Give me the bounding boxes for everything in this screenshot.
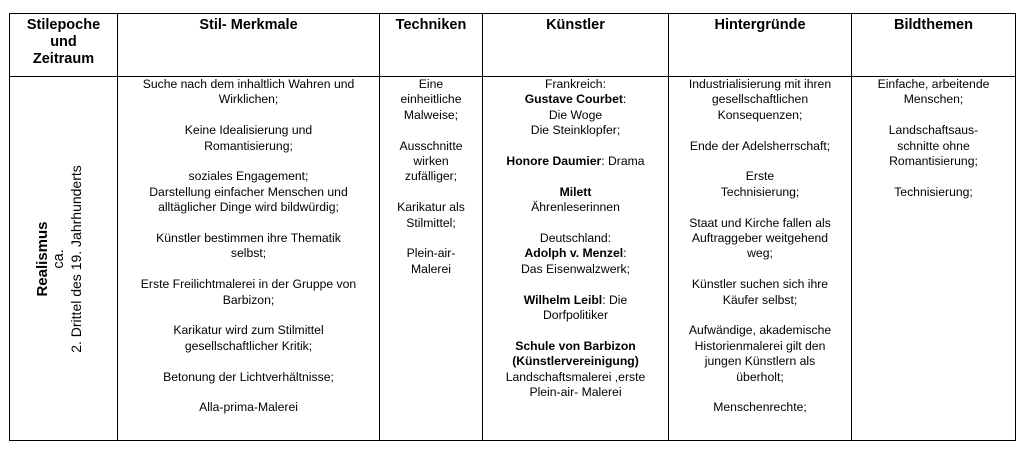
bildthemen-item — [852, 185, 1015, 200]
artwork: : Die — [602, 292, 628, 307]
hintergruende-line: überholt; — [736, 369, 784, 384]
bildthemen-line: Romantisierung; — [889, 154, 978, 169]
hintergruende-item — [669, 216, 851, 262]
header-merkmale: Stil- Merkmale — [118, 14, 380, 77]
epoch-ca: ca. — [50, 248, 67, 269]
merkmale-line: Betonung der Lichtverhältnisse; — [163, 369, 334, 384]
country-label: Frankreich: — [545, 77, 606, 91]
kuenstler-frankreich — [483, 77, 668, 139]
epoch-name: Realismus — [33, 220, 51, 297]
hintergruende-line: gesellschaftlichen — [711, 92, 809, 107]
hintergruende-item — [669, 277, 851, 308]
artist-name: Wilhelm Leibl — [523, 292, 603, 307]
artist-menzel — [483, 246, 668, 261]
artwork: Dorfpolitiker — [542, 308, 609, 323]
bildthemen-list — [852, 77, 1015, 200]
merkmale-line: Keine Idealisierung und — [184, 123, 313, 138]
bildthemen-line: Menschen; — [903, 92, 964, 107]
merkmale-line: Darstellung einfacher Menschen und — [149, 184, 348, 199]
merkmale-item — [118, 231, 379, 262]
hintergruende-line: Menschenrechte; — [713, 400, 807, 415]
header-row — [10, 14, 1016, 77]
header-stilepoche-line3: Zeitraum — [32, 51, 95, 67]
merkmale-item — [118, 323, 379, 354]
techniken-line: wirken — [413, 154, 449, 169]
header-bildthemen: Bildthemen — [852, 14, 1016, 77]
hintergruende-line: Konsequenzen; — [717, 107, 803, 122]
techniken-item — [380, 139, 482, 185]
techniken-list — [380, 77, 482, 277]
merkmale-item — [118, 77, 379, 108]
artist-colon: : — [623, 246, 627, 261]
hintergruende-line: Künstler suchen sich ihre — [691, 277, 829, 292]
hintergruende-line: Industrialisierung mit ihren — [688, 77, 832, 91]
hintergruende-line: Technisierung; — [720, 184, 800, 199]
country-label: Deutschland: — [539, 231, 612, 246]
merkmale-line: Karikatur wird zum Stilmittel — [173, 323, 324, 338]
merkmale-cell — [118, 77, 380, 441]
merkmale-line: gesellschaftlicher Kritik; — [184, 338, 313, 353]
epoch-rotated-label — [34, 109, 94, 409]
body-row — [10, 77, 1016, 441]
hintergruende-item — [669, 77, 851, 123]
merkmale-line: Wirklichen; — [218, 92, 279, 107]
bildthemen-item — [852, 77, 1015, 108]
techniken-line: Plein-air- — [406, 246, 456, 261]
techniken-item — [380, 246, 482, 277]
hintergruende-line: Aufwändige, akademische — [688, 323, 832, 338]
artist-name: Gustave Courbet — [524, 92, 623, 107]
bildthemen-line: Einfache, arbeitende — [877, 77, 990, 91]
artwork: : Drama — [601, 154, 645, 169]
realismus-table — [9, 13, 1016, 441]
merkmale-line: Erste Freilichtmalerei in der Gruppe von — [140, 277, 357, 292]
bildthemen-line: Landschaftsaus- — [888, 123, 979, 138]
kuenstler-cell — [483, 77, 669, 441]
artist-name: (Künstlervereinigung) — [512, 354, 639, 369]
header-kuenstler: Künstler — [483, 14, 669, 77]
techniken-line: zufälliger; — [404, 169, 458, 184]
hintergruende-item — [669, 323, 851, 385]
techniken-line: Eine — [418, 77, 444, 91]
hintergruende-line: Erste — [745, 169, 775, 184]
artist-courbet — [483, 92, 668, 107]
merkmale-line: alltäglicher Dinge wird bildwürdig; — [158, 200, 339, 215]
header-hintergruende: Hintergründe — [669, 14, 852, 77]
techniken-item — [380, 200, 482, 231]
artist-name: Milett — [559, 184, 592, 199]
merkmale-item — [118, 277, 379, 308]
bildthemen-item — [852, 123, 1015, 169]
techniken-item — [380, 77, 482, 123]
hintergruende-line: weg; — [747, 246, 773, 261]
bildthemen-line: Technisierung; — [894, 184, 973, 199]
bildthemen-cell — [852, 77, 1016, 441]
hintergruende-item — [669, 400, 851, 415]
hintergruende-item — [669, 169, 851, 200]
hintergruende-item — [669, 139, 851, 154]
header-stilepoche-line1: Stilepoche — [26, 17, 101, 33]
merkmale-list — [118, 77, 379, 416]
merkmale-item — [118, 123, 379, 154]
hintergruende-line: Historienmalerei gilt den — [694, 338, 826, 353]
bildthemen-line: schnitte ohne — [897, 138, 970, 153]
merkmale-line: Romantisierung; — [204, 138, 293, 153]
artist-colon: : — [622, 92, 627, 107]
techniken-line: einheitliche — [400, 92, 462, 107]
merkmale-item — [118, 400, 379, 415]
merkmale-line: soziales Engagement; — [188, 169, 309, 184]
hintergruende-line: Ende der Adelsherrschaft; — [689, 138, 831, 153]
merkmale-line: Suche nach dem inhaltlich Wahren und — [142, 77, 355, 91]
header-techniken: Techniken — [380, 14, 483, 77]
artwork: Das Eisenwalzwerk; — [520, 261, 631, 276]
techniken-cell — [380, 77, 483, 441]
artist-daumier — [483, 154, 668, 169]
artwork: Die Steinklopfer; — [530, 123, 621, 138]
merkmale-item — [118, 370, 379, 385]
artwork: Plein-air- Malerei — [529, 385, 622, 400]
artist-barbizon — [483, 339, 668, 401]
artist-milett — [483, 185, 668, 216]
hintergruende-line: Käufer selbst; — [722, 292, 798, 307]
artist-name: Adolph v. Menzel — [524, 246, 624, 261]
hintergruende-line: Auftraggeber weitgehend — [691, 231, 829, 246]
techniken-line: Malerei — [411, 261, 451, 276]
artist-leibl — [483, 293, 668, 324]
artwork: Ährenleserinnen — [531, 200, 620, 215]
techniken-line: Malweise; — [403, 107, 459, 122]
merkmale-item — [118, 169, 379, 215]
hintergruende-line: Staat und Kirche fallen als — [689, 215, 831, 230]
header-stilepoche-line2: und — [50, 34, 77, 50]
techniken-line: Ausschnitte — [399, 138, 463, 153]
artwork: Die Woge — [548, 107, 603, 122]
techniken-line: Stilmittel; — [406, 215, 456, 230]
merkmale-line: Barbizon; — [222, 292, 275, 307]
epoch-cell — [10, 77, 118, 441]
hintergruende-line: jungen Künstlern als — [704, 354, 816, 369]
kuenstler-deutschland — [483, 231, 668, 277]
artist-name: Schule von Barbizon — [515, 338, 636, 353]
hintergruende-list — [669, 77, 851, 416]
merkmale-line: Alla-prima-Malerei — [199, 400, 298, 415]
artwork: Landschaftsmalerei ,erste — [505, 369, 646, 384]
artist-name: Honore Daumier — [506, 154, 602, 169]
merkmale-line: Künstler bestimmen ihre Thematik — [156, 231, 341, 246]
merkmale-line: selbst; — [230, 246, 267, 261]
hintergruende-cell — [669, 77, 852, 441]
epoch-period: 2. Drittel des 19. Jahrhunderts — [67, 164, 84, 353]
header-stilepoche — [10, 14, 118, 77]
techniken-line: Karikatur als — [397, 200, 465, 215]
